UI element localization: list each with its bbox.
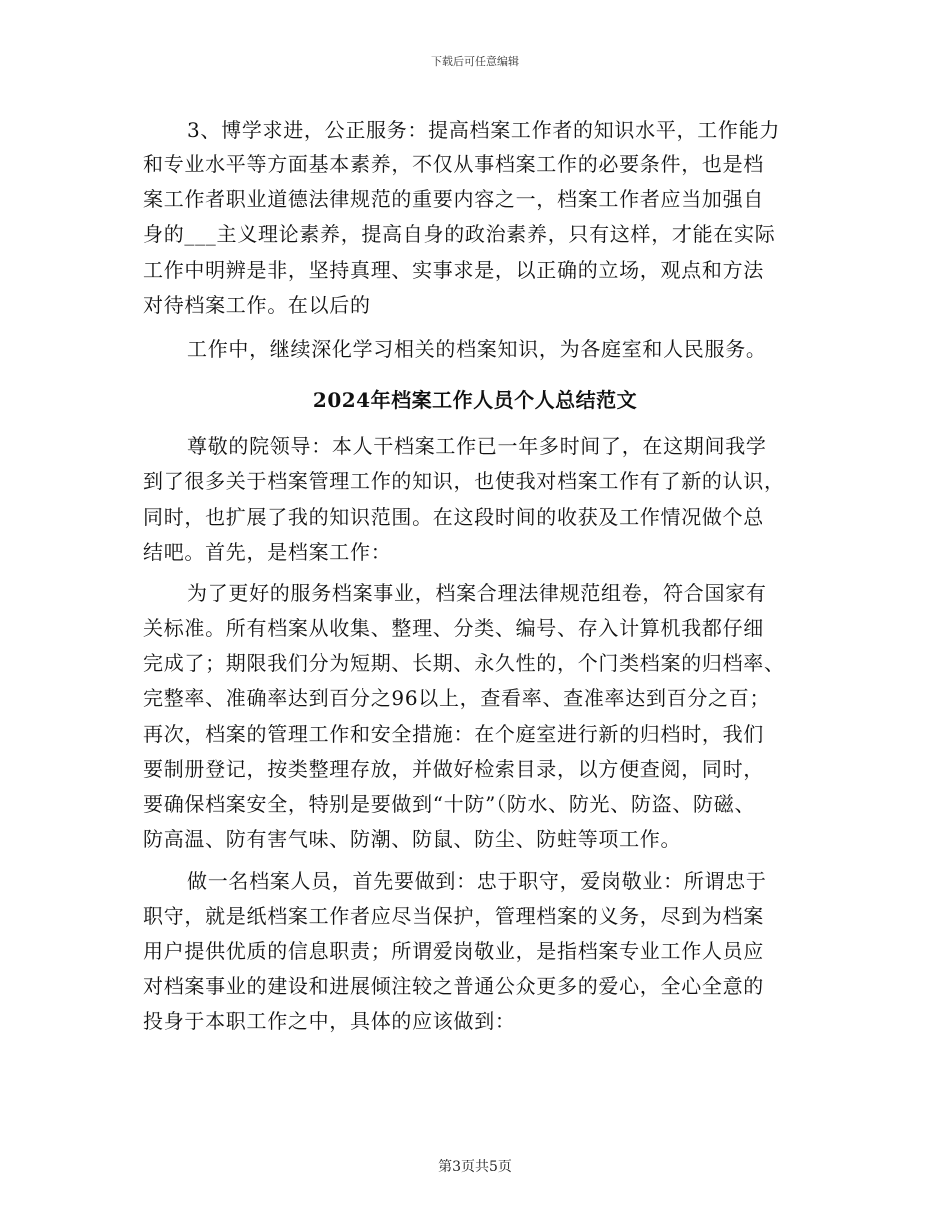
page-header: 下载后可任意编辑 xyxy=(431,55,519,68)
paragraph-line: 要确保档案安全，特别是要做到“十防”（防水、防光、防盗、防磁、 xyxy=(143,792,756,816)
paragraph-line: 对待档案工作。在以后的 xyxy=(143,293,371,317)
paragraph-line: 结吧。首先，是档案工作： xyxy=(143,540,392,564)
paragraph-line: 案工作者职业道德法律规范的重要内容之一，档案工作者应当加强自 xyxy=(143,187,764,211)
paragraph-line: 职守，就是纸档案工作者应尽当保护，管理档案的义务，尽到为档案 xyxy=(143,904,764,928)
document-title: 2024年档案工作人员个人总结范文 xyxy=(312,388,638,412)
paragraph-line: 完成了；期限我们分为短期、长期、永久性的，个门类档案的归档率、 xyxy=(143,651,785,675)
paragraph-line: 到了很多关于档案管理工作的知识，也使我对档案工作有了新的认识， xyxy=(143,469,785,493)
paragraph-line: 关标准。所有档案从收集、整理、分类、编号、存入计算机我都仔细 xyxy=(143,616,764,640)
paragraph-line: 工作中明辨是非，坚持真理、实事求是，以正确的立场，观点和方法 xyxy=(143,258,764,282)
paragraph-line: 对档案事业的建设和进展倾注较之普通公众更多的爱心，全心全意的 xyxy=(143,974,764,998)
paragraph-line: 投身于本职工作之中，具体的应该做到： xyxy=(143,1009,516,1033)
paragraph-line: 同时，也扩展了我的知识范围。在这段时间的收获及工作情况做个总 xyxy=(143,505,764,529)
page-footer: 第3页共5页 xyxy=(438,1159,512,1175)
paragraph-line: 完整率、准确率达到百分之96以上，查看率、查准率达到百分之百； xyxy=(143,686,771,710)
paragraph-line: 身的___主义理论素养，提高自身的政治素养，只有这样，才能在实际 xyxy=(143,222,776,246)
paragraph-line: 用户提供优质的信息职责；所谓爱岗敬业，是指档案专业工作人员应 xyxy=(143,939,764,963)
paragraph-line: 再次，档案的管理工作和安全措施：在个庭室进行新的归档时，我们 xyxy=(143,722,764,746)
paragraph-line: 要制册登记，按类整理存放，并做好检索目录，以方便查阅，同时， xyxy=(143,757,764,781)
paragraph-line: 工作中，继续深化学习相关的档案知识，为各庭室和人民服务。 xyxy=(187,337,767,361)
paragraph-line: 为了更好的服务档案事业，档案合理法律规范组卷，符合国家有 xyxy=(187,581,767,605)
paragraph-line: 3、博学求进，公正服务：提高档案工作者的知识水平，工作能力 xyxy=(187,118,781,142)
paragraph-line: 防高温、防有害气味、防潮、防鼠、防尘、防蛀等项工作。 xyxy=(143,827,682,851)
paragraph-line: 尊敬的院领导：本人干档案工作已一年多时间了，在这期间我学 xyxy=(187,434,767,458)
paragraph-line: 和专业水平等方面基本素养，不仅从事档案工作的必要条件，也是档 xyxy=(143,152,764,176)
paragraph-line: 做一名档案人员，首先要做到：忠于职守，爱岗敬业：所谓忠于 xyxy=(187,869,767,893)
